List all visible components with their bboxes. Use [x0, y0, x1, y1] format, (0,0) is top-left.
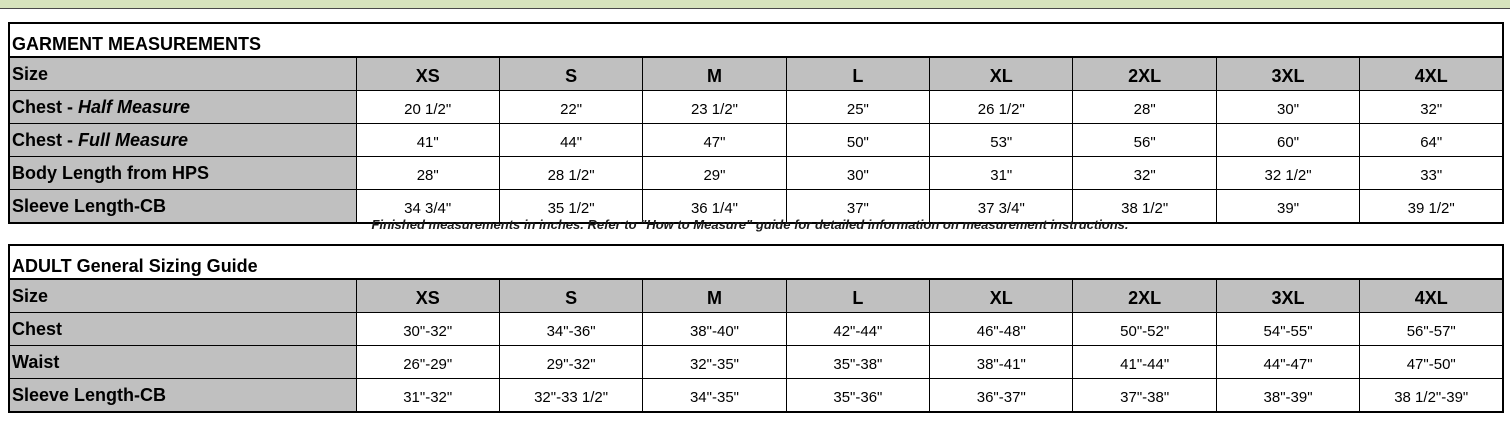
- table-cell: 32": [1360, 91, 1503, 124]
- table-cell: 38 1/2": [1073, 190, 1216, 224]
- size-header-l: L: [786, 279, 929, 313]
- table-cell: 38"-39": [1216, 379, 1359, 413]
- row-label: [9, 91, 356, 124]
- row-label-text: Chest -: [12, 96, 79, 117]
- table-row: [9, 379, 1503, 413]
- table-cell: 56"-57": [1360, 313, 1503, 346]
- table-cell: 35"-36": [786, 379, 929, 413]
- table-cell: 30"-32": [356, 313, 499, 346]
- table-cell: 41"-44": [1073, 346, 1216, 379]
- table-cell: 37 3/4": [930, 190, 1073, 224]
- table-cell: 64": [1360, 124, 1503, 157]
- table-cell: 23 1/2": [643, 91, 786, 124]
- size-header-label: Size: [9, 279, 356, 313]
- table-cell: 36 1/4": [643, 190, 786, 224]
- row-label-text: Chest: [12, 318, 63, 339]
- table-cell: 39": [1216, 190, 1359, 224]
- size-header-4xl: 4XL: [1360, 279, 1503, 313]
- table-cell: 34"-35": [643, 379, 786, 413]
- table-cell: 26"-29": [356, 346, 499, 379]
- table-cell: 28": [356, 157, 499, 190]
- table-cell: 60": [1216, 124, 1359, 157]
- table-title-row: [9, 245, 1503, 279]
- table-cell: 42"-44": [786, 313, 929, 346]
- table-cell: 37"-38": [1073, 379, 1216, 413]
- table-cell: 38 1/2"-39": [1360, 379, 1503, 413]
- table-title: ADULT General Sizing Guide: [9, 245, 1503, 279]
- table-cell: 37": [786, 190, 929, 224]
- table-cell: 53": [930, 124, 1073, 157]
- table-cell: 38"-40": [643, 313, 786, 346]
- table-cell: 44": [499, 124, 642, 157]
- table-cell: 39 1/2": [1360, 190, 1503, 224]
- garment-measurements-table: [8, 22, 1504, 224]
- row-label-italic: Half Measure: [78, 96, 191, 117]
- table-cell: 31"-32": [356, 379, 499, 413]
- size-header-3xl: 3XL: [1216, 279, 1359, 313]
- size-header-row: [9, 57, 1503, 91]
- table-cell: 32": [1073, 157, 1216, 190]
- table-cell: 28": [1073, 91, 1216, 124]
- table-cell: 32"-35": [643, 346, 786, 379]
- table-cell: 34 3/4": [356, 190, 499, 224]
- row-label-text: Sleeve Length-CB: [12, 195, 167, 216]
- size-header-2xl: 2XL: [1073, 279, 1216, 313]
- table-cell: 28 1/2": [499, 157, 642, 190]
- size-header-xl: XL: [930, 279, 1073, 313]
- table-cell: 20 1/2": [356, 91, 499, 124]
- row-label: [9, 346, 356, 379]
- row-label-text: Sleeve Length-CB: [12, 384, 167, 405]
- row-label-italic: Full Measure: [78, 129, 189, 150]
- size-header-xs: XS: [356, 279, 499, 313]
- table-cell: 35 1/2": [499, 190, 642, 224]
- table-cell: 35"-38": [786, 346, 929, 379]
- row-label: [9, 379, 356, 413]
- adult-sizing-guide-table: [8, 244, 1504, 413]
- size-header-3xl: 3XL: [1216, 57, 1359, 91]
- table-cell: 33": [1360, 157, 1503, 190]
- size-header-l: L: [786, 57, 929, 91]
- table-cell: 34"-36": [499, 313, 642, 346]
- table-cell: 29"-32": [499, 346, 642, 379]
- top-accent-strip: [0, 0, 1510, 9]
- table-cell: 31": [930, 157, 1073, 190]
- table-cell: 32"-33 1/2": [499, 379, 642, 413]
- table-cell: 38"-41": [930, 346, 1073, 379]
- row-label: [9, 124, 356, 157]
- table-cell: 47"-50": [1360, 346, 1503, 379]
- table-cell: 26 1/2": [930, 91, 1073, 124]
- size-header-m: M: [643, 57, 786, 91]
- table-cell: 50": [786, 124, 929, 157]
- table-cell: 54"-55": [1216, 313, 1359, 346]
- table-title-row: [9, 23, 1503, 57]
- table-cell: 25": [786, 91, 929, 124]
- size-header-m: M: [643, 279, 786, 313]
- table-title: GARMENT MEASUREMENTS: [9, 23, 1503, 57]
- size-header-2xl: 2XL: [1073, 57, 1216, 91]
- table-cell: 46"-48": [930, 313, 1073, 346]
- table-row: [9, 157, 1503, 190]
- row-label: [9, 313, 356, 346]
- table-row: [9, 124, 1503, 157]
- garment-table-body: [9, 23, 1503, 223]
- sizing-table-body: [9, 245, 1503, 412]
- size-header-xs: XS: [356, 57, 499, 91]
- table-cell: 30": [1216, 91, 1359, 124]
- table-row: [9, 346, 1503, 379]
- table-cell: 44"-47": [1216, 346, 1359, 379]
- size-header-xl: XL: [930, 57, 1073, 91]
- size-header-s: S: [499, 57, 642, 91]
- size-header-s: S: [499, 279, 642, 313]
- table-cell: 41": [356, 124, 499, 157]
- table-row: [9, 313, 1503, 346]
- table-cell: 50"-52": [1073, 313, 1216, 346]
- row-label-text: Chest -: [12, 129, 79, 150]
- size-header-label: Size: [9, 57, 356, 91]
- table-cell: 47": [643, 124, 786, 157]
- table-cell: 29": [643, 157, 786, 190]
- table-cell: 36"-37": [930, 379, 1073, 413]
- row-label-text: Body Length from HPS: [12, 162, 209, 183]
- row-label: [9, 157, 356, 190]
- size-header-4xl: 4XL: [1360, 57, 1503, 91]
- table-cell: 32 1/2": [1216, 157, 1359, 190]
- size-header-row: [9, 279, 1503, 313]
- measurement-note: Finished measurements in inches. Refer to "How to Measure" guide for detailed information on measurement instructions.: [371, 217, 1129, 232]
- table-cell: 30": [786, 157, 929, 190]
- row-label-text: Waist: [12, 351, 60, 372]
- table-row: [9, 91, 1503, 124]
- table-cell: 56": [1073, 124, 1216, 157]
- table-cell: 22": [499, 91, 642, 124]
